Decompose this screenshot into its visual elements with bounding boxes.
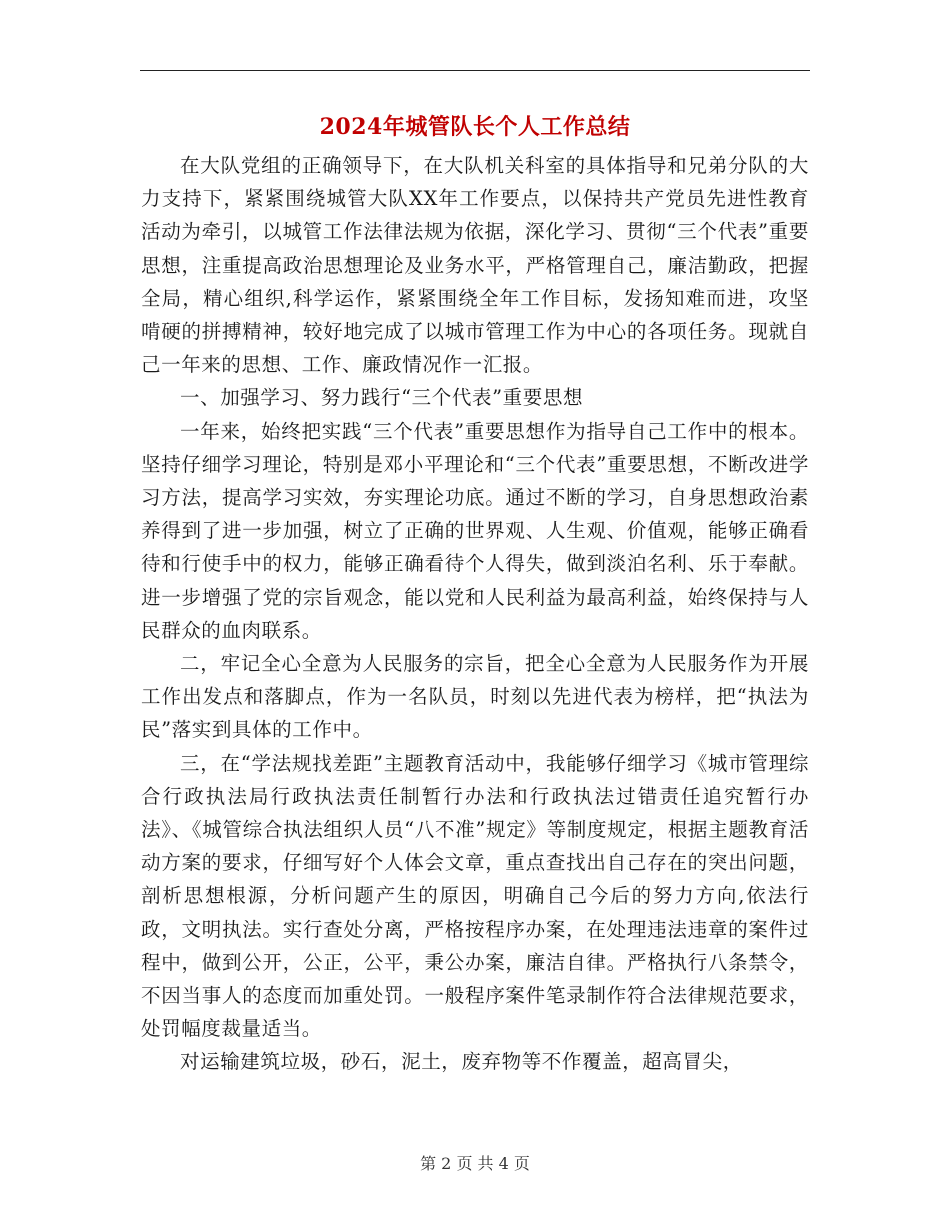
- paragraph-study: 一年来，始终把实践“三个代表”重要思想作为指导自己工作中的根本。坚持仔细学习理论，特别是邓小平理论和“三个代表”重要思想，不断改进学习方法，提高学习实效，夯实理论功底。通过不断的学习，自身思想政治素养得到了进一步加强，树立了正确的世界观、人生观、价值观，能够正确看待和行使手中的权力，能够正确看待个人得失，做到淡泊名利、乐于奉献。进一步增强了党的宗旨观念，能以党和人民利益为最高利益，始终保持与人民群众的血肉联系。: [141, 419, 809, 642]
- document-body: [141, 149, 809, 1079]
- page-footer: 第 2 页 共 4 页: [420, 1154, 530, 1173]
- document-title: 2024年城管队长个人工作总结: [319, 114, 631, 140]
- section-heading-1: 一、加强学习、努力践行“三个代表”重要思想: [180, 386, 584, 410]
- paragraph-intro: 在大队党组的正确领导下，在大队机关科室的具体指导和兄弟分队的大力支持下，紧紧围绕城管大队XX年工作要点，以保持共产党员先进性教育活动为牵引，以城管工作法律法规为依据，深化学习、贯彻“三个代表”重要思想，注重提高政治思想理论及业务水平，严格管理自己，廉洁勤政，把握全局，精心组织,科学运作，紧紧围绕全年工作目标，发扬知难而进，攻坚啃硬的拼搏精神，较好地完成了以城市管理工作为中心的各项任务。现就自己一年来的思想、工作、廉政情况作一汇报。: [141, 154, 809, 377]
- paragraph-law-education: 三，在“学法规找差距”主题教育活动中，我能够仔细学习《城市管理综合行政执法局行政执法责任制暂行办法和行政执法过错责任追究暂行办法》、《城管综合执法组织人员“八不准”规定》等制度规定，根据主题教育活动方案的要求，仔细写好个人体会文章，重点查找出自己存在的突出问题，剖析思想根源，分析问题产生的原因，明确自己今后的努力方向,依法行政，文明执法。实行查处分离，严格按程序办案，在处理违法违章的案件过程中，做到公开，公正，公平，秉公办案，廉洁自律。严格执行八条禁令，不因当事人的态度而加重处罚。一般程序案件笔录制作符合法律规范要求，处罚幅度裁量适当。: [141, 751, 809, 1041]
- paragraph-service: 二，牢记全心全意为人民服务的宗旨，把全心全意为人民服务作为开展工作出发点和落脚点，作为一名队员，时刻以先进代表为榜样，把“执法为民”落实到具体的工作中。: [141, 652, 809, 742]
- header-rule: [140, 70, 810, 71]
- paragraph-transport: 对运输建筑垃圾，砂石，泥土，废弃物等不作覆盖，超高冒尖，: [180, 1050, 743, 1074]
